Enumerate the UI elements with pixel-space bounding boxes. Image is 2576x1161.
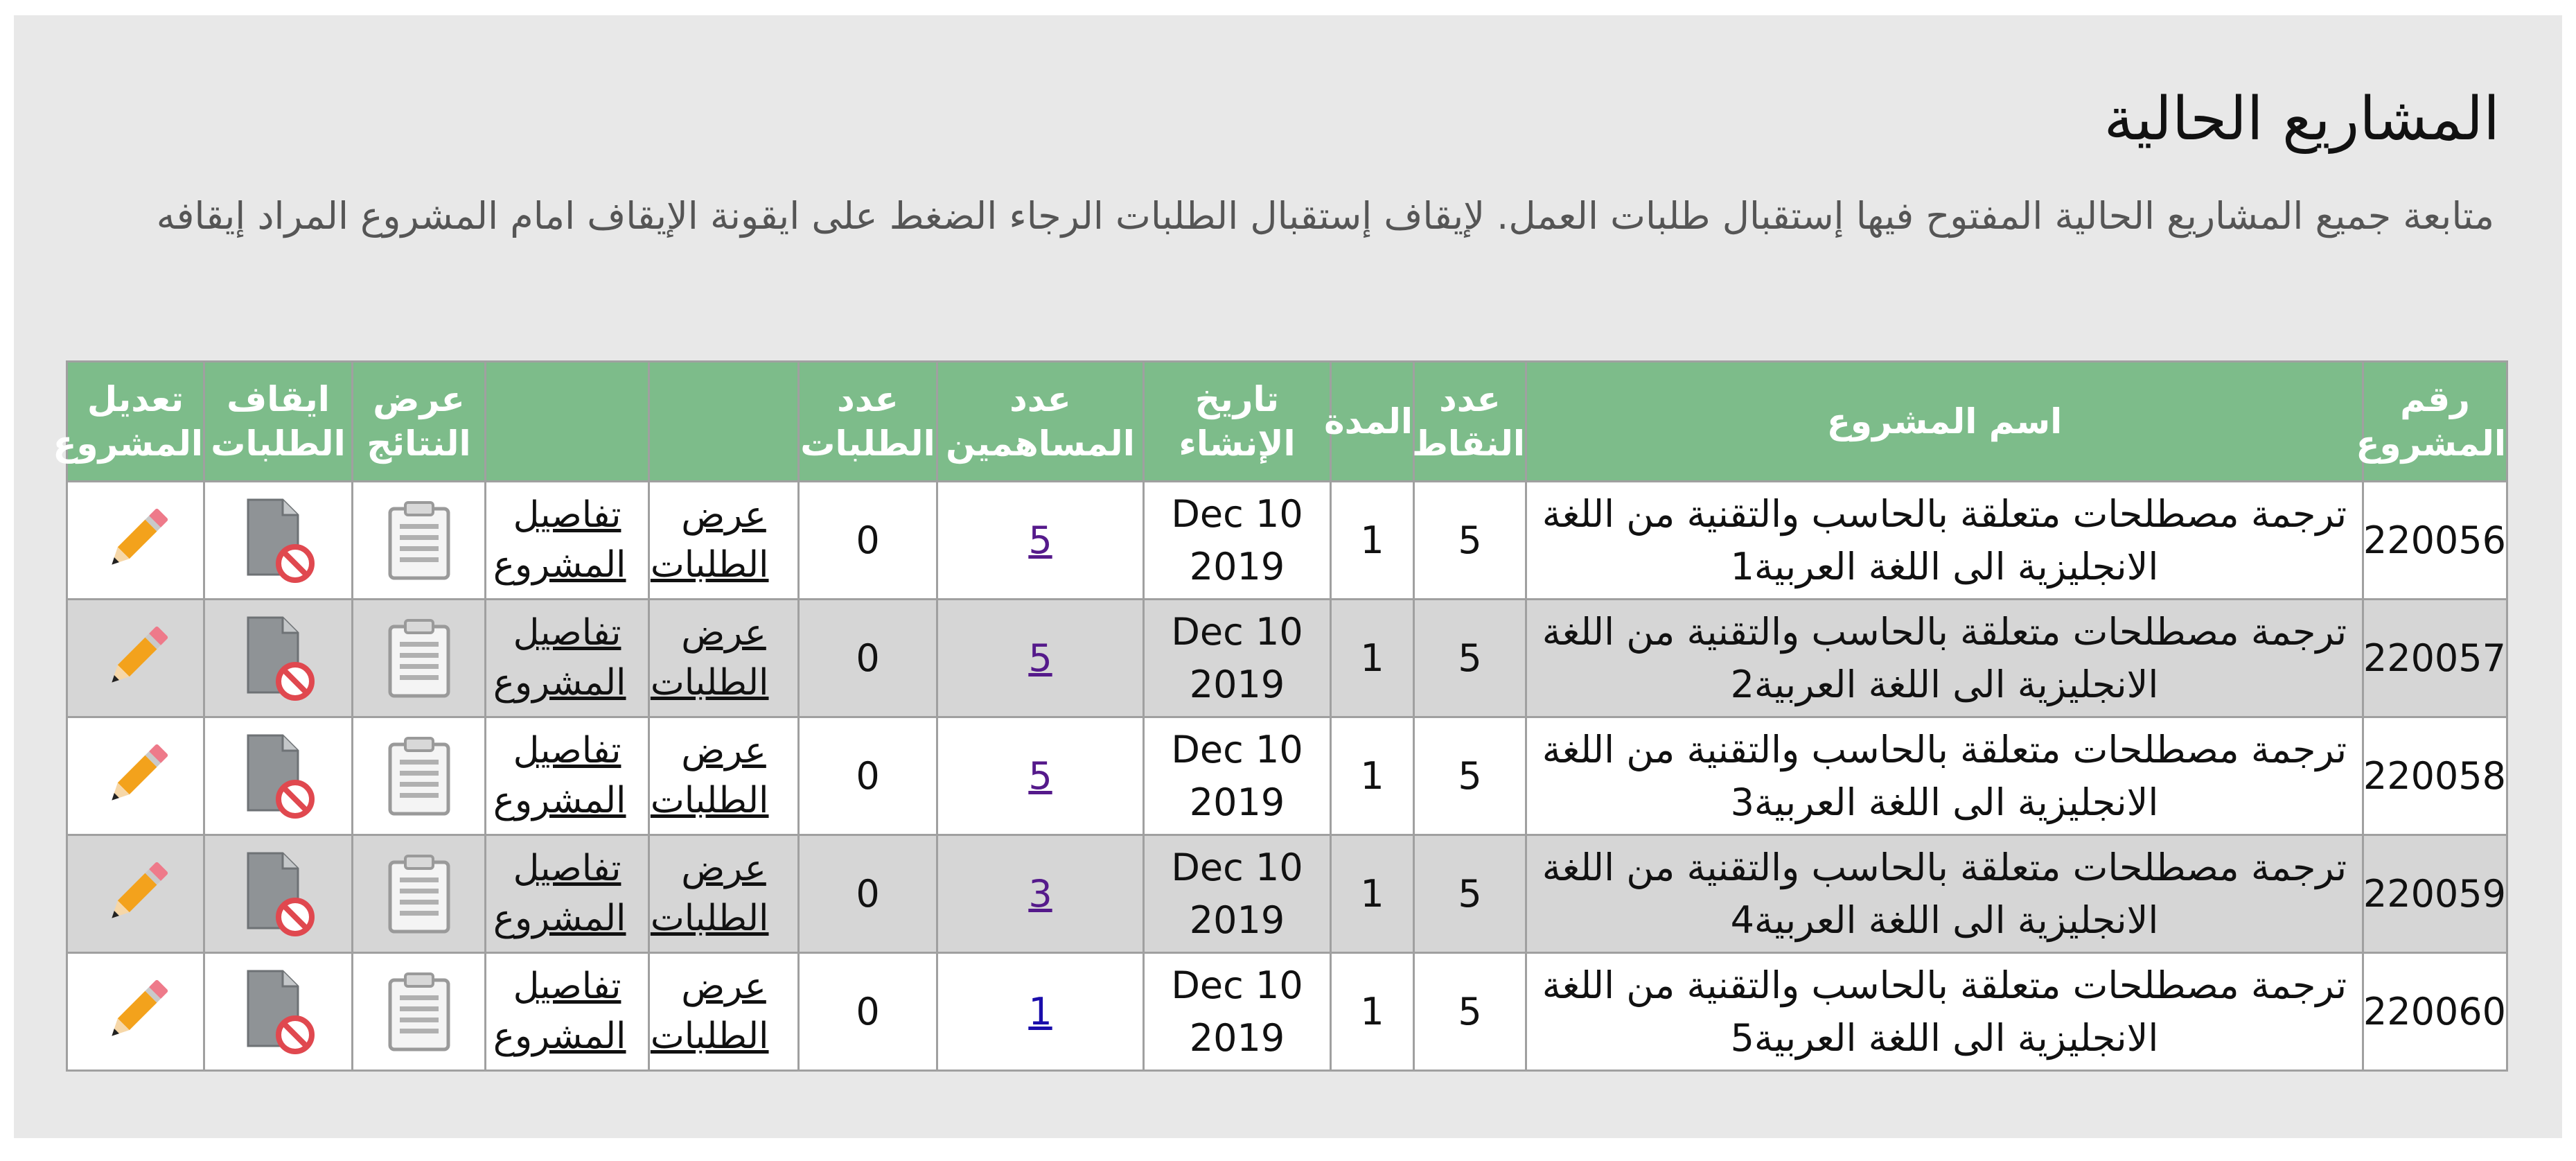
points-value: 5 [1458,989,1482,1033]
stop-requests-cell [204,482,353,600]
header-duration: المدة [1331,362,1414,482]
created-date-cell [1144,953,1331,1071]
project-name-cell [1526,482,2363,600]
created-date-cell [1144,482,1331,600]
results-cell [353,717,486,835]
stop-document-icon[interactable] [205,968,351,1056]
project-details-link[interactable]: تفاصيل المشروع [493,612,626,704]
created-date: Dec 10 2019 [1171,727,1303,824]
project-id: 220058 [2363,753,2506,798]
header-requests: عدد الطلبات [799,362,937,482]
table-header-row [67,362,2507,482]
header-created-date: تاريخ الإنشاء [1144,362,1331,482]
clipboard-icon[interactable] [353,853,484,936]
details-cell [486,717,649,835]
contributors-link[interactable]: 5 [1028,518,1052,562]
edit-project-cell [67,482,204,600]
projects-table [53,360,2508,1072]
requests-count: 0 [856,636,880,680]
project-details-link[interactable]: تفاصيل المشروع [493,966,626,1057]
duration-value: 1 [1360,871,1384,916]
project-name: ترجمة مصطلحات متعلقة بالحاسب والتقنية من اللغة الانجليزية الى اللغة العربية2 [1542,609,2347,706]
header-contributors: عدد المساهمين [937,362,1144,482]
contributors-cell [937,953,1144,1071]
duration-cell [1331,835,1414,953]
contributors-link[interactable]: 1 [1028,989,1052,1033]
view-requests-link[interactable]: عرض الطلبات [650,494,769,586]
requests-cell [799,600,937,717]
requests-count: 0 [856,989,880,1033]
duration-cell [1331,953,1414,1071]
created-date: Dec 10 2019 [1171,963,1303,1060]
points-cell [1414,717,1526,835]
view-requests-link[interactable]: عرض الطلبات [650,848,769,939]
created-date-cell [1144,717,1331,835]
duration-value: 1 [1360,518,1384,562]
details-cell [486,835,649,953]
project-id-cell [2363,482,2507,600]
header-details [486,362,649,482]
created-date-cell [1144,835,1331,953]
page-title: المشاريع الحالية [2103,85,2500,154]
points-value: 5 [1458,753,1482,798]
clipboard-icon[interactable] [353,970,484,1054]
results-cell [353,835,486,953]
project-id-cell [2363,600,2507,717]
table-row [67,600,2507,717]
results-cell [353,953,486,1071]
clipboard-icon[interactable] [353,617,484,700]
points-cell [1414,835,1526,953]
pencil-icon[interactable] [68,738,203,814]
table-row [67,835,2507,953]
points-cell [1414,600,1526,717]
view-requests-cell [649,953,799,1071]
project-name-cell [1526,600,2363,717]
contributors-cell [937,600,1144,717]
details-cell [486,953,649,1071]
project-details-link[interactable]: تفاصيل المشروع [493,494,626,586]
page-description: متابعة جميع المشاريع الحالية المفتوح فيها إستقبال طلبات العمل. لإيقاف إستقبال الطلبات الرجاء الضغط على ايقونة الإيقاف امام المشروع المراد إيقافه [156,194,2494,238]
header-edit-project: تعديل المشروع [67,362,204,482]
header-view-requests [649,362,799,482]
edit-project-cell [67,717,204,835]
project-name-cell [1526,717,2363,835]
clipboard-icon[interactable] [353,499,484,582]
requests-count: 0 [856,518,880,562]
pencil-icon[interactable] [68,620,203,697]
stop-requests-cell [204,953,353,1071]
details-cell [486,600,649,717]
table-row [67,482,2507,600]
stop-requests-cell [204,835,353,953]
contributors-cell [937,482,1144,600]
duration-cell [1331,482,1414,600]
stop-document-icon[interactable] [205,497,351,584]
contributors-link[interactable]: 5 [1028,636,1052,680]
header-project-id: رقم المشروع [2363,362,2507,482]
duration-value: 1 [1360,636,1384,680]
project-name-cell [1526,953,2363,1071]
view-requests-cell [649,482,799,600]
view-requests-cell [649,600,799,717]
requests-count: 0 [856,871,880,916]
project-name: ترجمة مصطلحات متعلقة بالحاسب والتقنية من اللغة الانجليزية الى اللغة العربية1 [1542,491,2347,588]
requests-count: 0 [856,753,880,798]
points-cell [1414,482,1526,600]
contributors-link[interactable]: 5 [1028,753,1052,798]
header-results: عرض النتائج [353,362,486,482]
project-name-cell [1526,835,2363,953]
stop-document-icon[interactable] [205,615,351,702]
requests-cell [799,953,937,1071]
project-name: ترجمة مصطلحات متعلقة بالحاسب والتقنية من اللغة الانجليزية الى اللغة العربية5 [1542,963,2347,1060]
created-date: Dec 10 2019 [1171,609,1303,706]
header-stop-requests: ايقاف الطلبات [204,362,353,482]
duration-value: 1 [1360,989,1384,1033]
stop-requests-cell [204,600,353,717]
stop-requests-cell [204,717,353,835]
duration-value: 1 [1360,753,1384,798]
edit-project-cell [67,600,204,717]
stop-document-icon[interactable] [205,733,351,820]
contributors-link[interactable]: 3 [1028,871,1052,916]
view-requests-link[interactable]: عرض الطلبات [650,966,769,1057]
table-row [67,717,2507,835]
view-requests-link[interactable]: عرض الطلبات [650,612,769,704]
pencil-icon[interactable] [68,503,203,579]
header-points: عدد النقاط [1414,362,1526,482]
requests-cell [799,835,937,953]
clipboard-icon[interactable] [353,735,484,818]
view-requests-link[interactable]: عرض الطلبات [650,730,769,821]
project-id-cell [2363,717,2507,835]
stop-document-icon[interactable] [205,850,351,938]
project-id: 220060 [2363,989,2506,1033]
project-id: 220057 [2363,636,2506,680]
pencil-icon[interactable] [68,856,203,932]
results-cell [353,600,486,717]
project-id-cell [2363,953,2507,1071]
duration-cell [1331,600,1414,717]
requests-cell [799,482,937,600]
duration-cell [1331,717,1414,835]
header-project-name: اسم المشروع [1526,362,2363,482]
results-cell [353,482,486,600]
points-value: 5 [1458,871,1482,916]
pencil-icon[interactable] [68,974,203,1050]
points-value: 5 [1458,636,1482,680]
contributors-cell [937,835,1144,953]
table-body [67,482,2507,1071]
project-details-link[interactable]: تفاصيل المشروع [493,730,626,821]
created-date: Dec 10 2019 [1171,845,1303,942]
project-details-link[interactable]: تفاصيل المشروع [493,848,626,939]
requests-cell [799,717,937,835]
project-name: ترجمة مصطلحات متعلقة بالحاسب والتقنية من اللغة الانجليزية الى اللغة العربية4 [1542,845,2347,942]
project-name: ترجمة مصطلحات متعلقة بالحاسب والتقنية من اللغة الانجليزية الى اللغة العربية3 [1542,727,2347,824]
project-id: 220056 [2363,518,2506,562]
created-date-cell [1144,600,1331,717]
points-cell [1414,953,1526,1071]
details-cell [486,482,649,600]
view-requests-cell [649,835,799,953]
table-row [67,953,2507,1071]
project-id: 220059 [2363,871,2506,916]
edit-project-cell [67,953,204,1071]
created-date: Dec 10 2019 [1171,491,1303,588]
contributors-cell [937,717,1144,835]
project-id-cell [2363,835,2507,953]
view-requests-cell [649,717,799,835]
points-value: 5 [1458,518,1482,562]
edit-project-cell [67,835,204,953]
